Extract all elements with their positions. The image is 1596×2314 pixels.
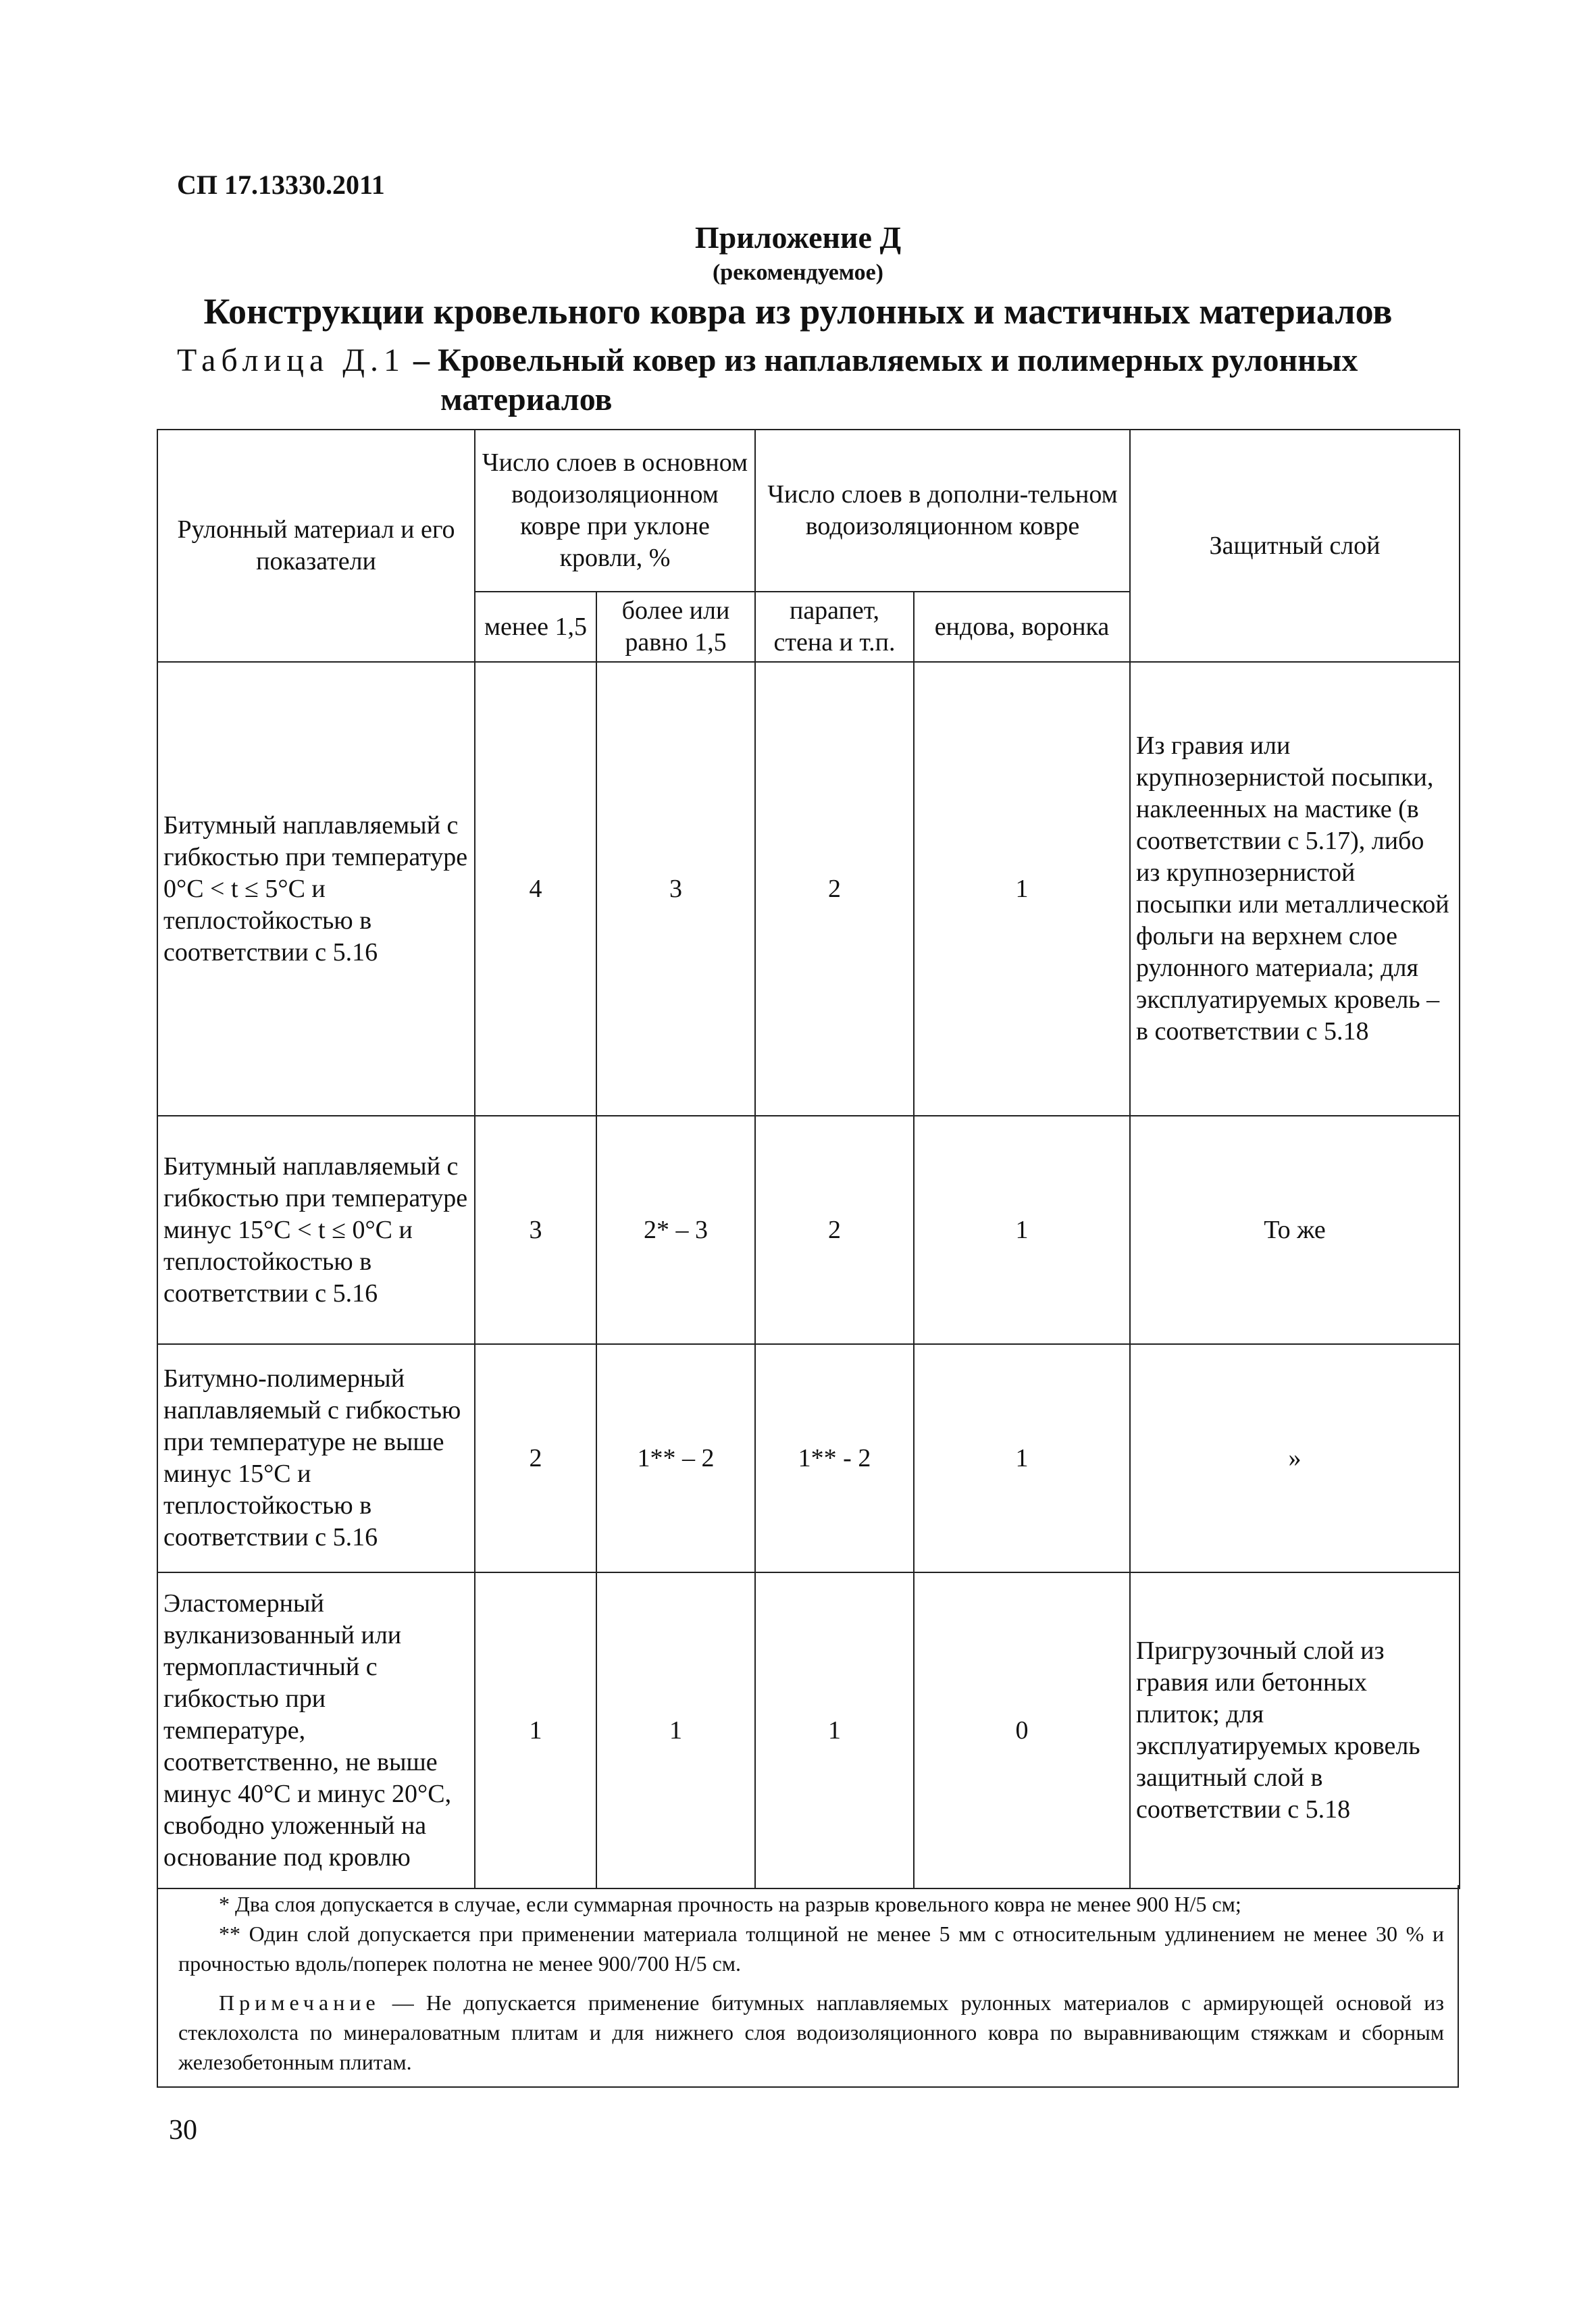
row-material: Битумный наплавляемый с гибкостью при температуре минус 15°С < t ≤ 0°С и теплостойкостью в соответствии с 5.16 (157, 1116, 475, 1344)
row-less: 4 (475, 662, 596, 1116)
row-material: Эластомерный вулканизованный или термопластичный с гибкостью при температуре, соответственно, не выше минус 40°С и минус 20°С, свободно уложенный на основание под кровлю (157, 1572, 475, 1888)
row-more: 1 (596, 1572, 755, 1888)
header-less: менее 1,5 (475, 592, 596, 662)
row-material: Битумно-полимерный наплавляемый с гибкостью при температуре не выше минус 15°С и теплостойкостью в соответствии с 5.16 (157, 1344, 475, 1572)
row-valley: 1 (914, 662, 1130, 1116)
header-more-equal: более или равно 1,5 (596, 592, 755, 662)
document-code: СП 17.13330.2011 (177, 170, 385, 200)
header-valley: ендова, воронка (914, 592, 1130, 662)
roof-table (157, 429, 1460, 1889)
header-extra-layers: Число слоев в дополни-тельном водоизоляционном ковре (755, 430, 1130, 592)
row-parapet: 2 (755, 1116, 914, 1344)
page-number: 30 (169, 2115, 197, 2146)
row-valley: 1 (914, 1344, 1130, 1572)
header-protective: Защитный слой (1130, 430, 1460, 662)
table-row (157, 662, 1460, 1116)
row-protective: » (1130, 1344, 1460, 1572)
table-row (157, 1572, 1460, 1888)
row-less: 1 (475, 1572, 596, 1888)
row-more: 2* – 3 (596, 1116, 755, 1344)
table-caption-text: – Кровельный ковер из наплавляемых и полимерных рулонных (405, 342, 1358, 378)
row-protective: Из гравия или крупнозернистой посыпки, наклеенных на мастике (в соответствии с 5.17), либо из крупнозернистой посыпки или металлической фольги на верхнем слое рулонного материала; для эксплуатируемых кровель – в соответствии с 5.18 (1130, 662, 1460, 1116)
note-text: — Не допускается применение битумных наплавляемых рулонных материалов с армирующей основой из стеклохолста по минераловатным плитам и для нижнего слоя водоизоляционного ковра по выравнивающим стяжкам и сборным железобетонным плитам. (178, 1990, 1444, 2074)
row-less: 3 (475, 1116, 596, 1344)
row-protective: То же (1130, 1116, 1460, 1344)
main-title: Конструкции кровельного ковра из рулонных и мастичных материалов (203, 291, 1393, 332)
header-parapet: парапет, стена и т.п. (755, 592, 914, 662)
table-header-row (157, 430, 1460, 592)
footnote-double-star: ** Один слой допускается при применении материала толщиной не менее 5 мм с относительным удлинением не менее 30 % и прочностью вдоль/поперек полотна не менее 900/700 Н/5 см. (178, 1922, 1444, 1976)
appendix-title: Приложение Д (694, 220, 902, 255)
footnotes-block (157, 1885, 1459, 2088)
row-less: 2 (475, 1344, 596, 1572)
appendix-subtitle: (рекомендуемое) (712, 260, 884, 285)
table-note (178, 1988, 1444, 2077)
row-valley: 1 (914, 1116, 1130, 1344)
header-material: Рулонный материал и его показатели (157, 430, 475, 662)
table-caption-continuation: материалов (440, 382, 613, 417)
row-more: 1** – 2 (596, 1344, 755, 1572)
row-protective: Пригрузочный слой из гравия или бетонных плиток; для эксплуатируемых кровель защитный слой в соответствии с 5.18 (1130, 1572, 1460, 1888)
row-valley: 0 (914, 1572, 1130, 1888)
table-caption-label: Таблица Д.1 (177, 342, 406, 378)
footnote-single-star: * Два слоя допускается в случае, если суммарная прочность на разрыв кровельного ковра не менее 900 Н/5 см; (219, 1892, 1241, 1916)
row-parapet: 2 (755, 662, 914, 1116)
row-parapet: 1 (755, 1572, 914, 1888)
table-row (157, 1344, 1460, 1572)
row-more: 3 (596, 662, 755, 1116)
header-main-layers: Число слоев в основном водоизоляционном ковре при уклоне кровли, % (475, 430, 755, 592)
row-parapet: 1** - 2 (755, 1344, 914, 1572)
table-caption (177, 341, 1447, 419)
note-label: Примечание (219, 1990, 380, 2015)
table-row (157, 1116, 1460, 1344)
row-material: Битумный наплавляемый с гибкостью при температуре 0°С < t ≤ 5°С и теплостойкостью в соответствии с 5.16 (157, 662, 475, 1116)
